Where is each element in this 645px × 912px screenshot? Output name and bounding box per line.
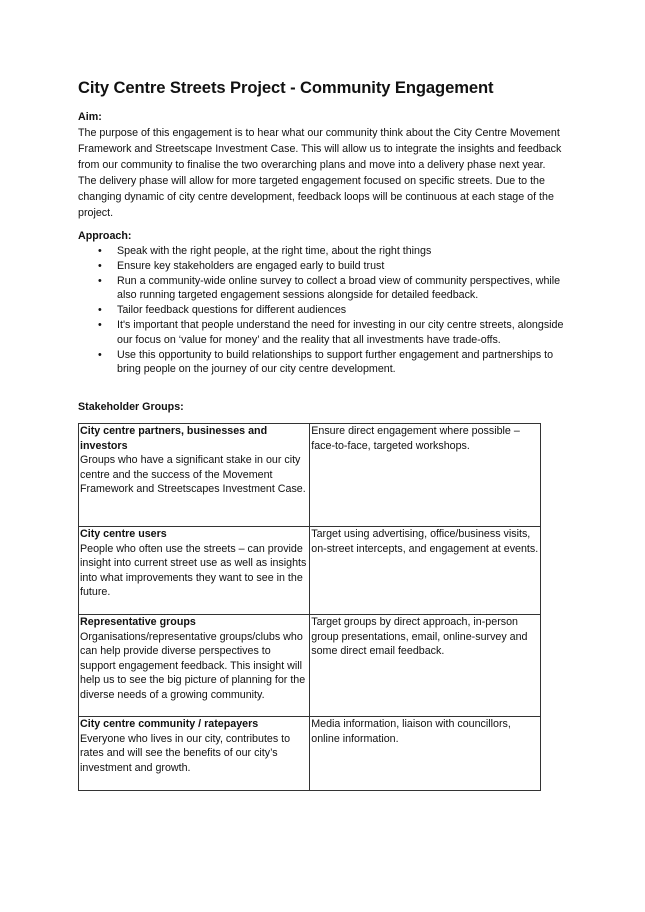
list-item: • Run a community-wide online survey to collect a broad view of community perspectives, while also running targeted engagement sessions alongside for detailed feedback. (98, 274, 561, 302)
group-description: Everyone who lives in our city, contributes to rates and will see the benefits of our city’s investment and growth. (80, 732, 291, 774)
stakeholder-heading: Stakeholder Groups: (78, 401, 184, 413)
list-item: • Speak with the right people, at the right time, about the right things (98, 245, 432, 257)
bullet-icon: • (98, 245, 102, 257)
stakeholder-table (78, 423, 541, 791)
group-cell (79, 527, 310, 615)
method-cell: Target groups by direct approach, in-person group presentations, email, online-survey and some direct email feedback. (310, 615, 541, 717)
bullet-icon: • (98, 259, 102, 272)
bullet-icon: • (98, 304, 102, 317)
group-cell (79, 424, 310, 527)
bullet-icon: • (98, 274, 102, 287)
list-item: • It's important that people understand the need for investing in our city centre streets, alongside our focus on ‘value for money’ and the reality that all investments have trade-offs. (98, 318, 564, 346)
table-row (79, 527, 541, 615)
group-title: Representative groups (80, 616, 196, 628)
list-item: • Use this opportunity to build relationships to support further engagement and partnerships to bring people on the journey of our city centre development. (98, 348, 554, 376)
method-cell: Ensure direct engagement where possible – face-to-face, targeted workshops. (310, 424, 541, 527)
page-title: City Centre Streets Project - Community Engagement (78, 78, 494, 97)
group-title: City centre community / ratepayers (80, 718, 259, 730)
list-item: • Ensure key stakeholders are engaged early to build trust (98, 259, 385, 272)
bullet-icon: • (98, 348, 102, 361)
list-item: • Tailor feedback questions for different audiences (98, 304, 347, 317)
approach-heading: Approach: (78, 230, 132, 242)
group-description: People who often use the streets – can provide insight into current street use as well as insights into what improvements they want to see in the future. (80, 542, 307, 599)
aim-heading: Aim: (78, 111, 102, 123)
table-row (79, 717, 541, 791)
group-description: Organisations/representative groups/clubs who can help provide diverse perspectives to support engagement feedback. This insight will help us to see the big picture of planning for the diverse needs of a growing community. (80, 630, 306, 701)
group-description: Groups who have a significant stake in our city centre and the success of the Movement Framework and Streetscapes Investment Case. (80, 454, 306, 496)
table-row (79, 615, 541, 717)
approach-list (78, 244, 568, 377)
bullet-icon: • (98, 318, 102, 331)
group-cell (79, 717, 310, 791)
method-cell: Media information, liaison with councillors, online information. (310, 717, 541, 791)
group-cell (79, 615, 310, 717)
table-row (79, 424, 541, 527)
group-title: City centre partners, businesses and investors (80, 425, 268, 452)
method-cell: Target using advertising, office/business visits, on-street intercepts, and engagement at events. (310, 527, 541, 615)
aim-paragraph: The purpose of this engagement is to hear what our community think about the City Centre Movement Framework and Streetscape Investment Case. This will allow us to integrate the insights and feedback from our community to finalise the two overarching plans and move into a delivery phase next year. The delivery phase will allow for more targeted engagement focused on specific streets. Due to the changing dynamic of city centre development, feedback loops will be continuous at each stage of the project. (78, 127, 562, 219)
group-title: City centre users (80, 528, 167, 540)
